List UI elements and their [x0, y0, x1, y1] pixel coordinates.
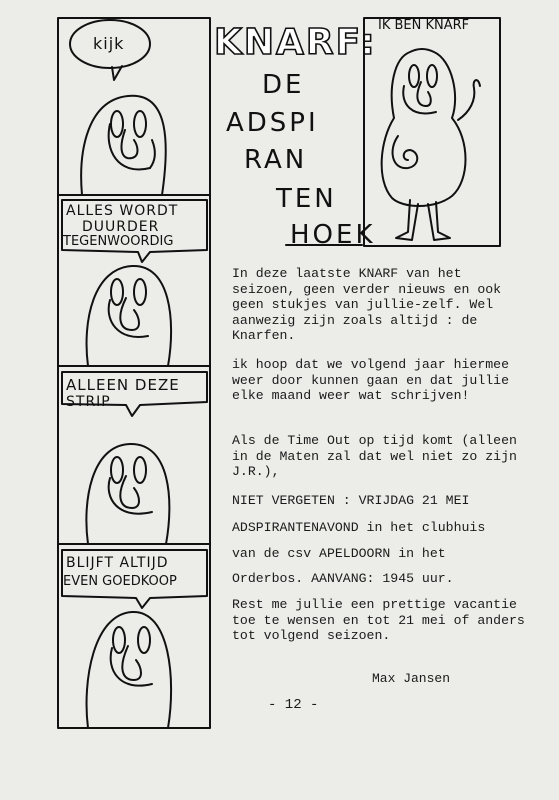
caption-line: TEGENWOORDIG [63, 234, 174, 249]
body-paragraph: In deze laatste KNARF van het seizoen, geen verder nieuws en ook geen stukjes van jullie-zelf. Wel aanwezig zijn zoals altijd : de Knarfen. [232, 266, 502, 343]
title-line: DE [262, 70, 305, 100]
body-paragraph: NIET VERGETEN : VRIJDAG 21 MEI [232, 493, 470, 508]
knarf-figure-frame [364, 18, 500, 246]
face-panel-1 [81, 96, 166, 195]
title-line: TEN [276, 184, 337, 214]
page-title: KNARF: [214, 22, 377, 63]
body-paragraph: Als de Time Out op tijd komt (alleen in de Maten zal dat wel niet zo zijn J.R.), [232, 433, 517, 479]
body-paragraph: ik hoop dat we volgend jaar hiermee weer door kunnen gaan en dat jullie elke maand weer wat schrijven! [232, 357, 509, 403]
page-number: - 12 - [268, 697, 319, 713]
caption-line: BLIJFT ALTIJD [66, 555, 169, 571]
caption-line: STRIP [66, 394, 111, 410]
body-paragraph: ADSPIRANTENAVOND in het clubhuis [232, 520, 486, 535]
face-panel-2 [87, 266, 172, 366]
knarf-speech: IK BEN KNARF [378, 18, 470, 33]
body-paragraph: Orderbos. AANVANG: 1945 uur. [232, 571, 454, 586]
knarf-figure [382, 49, 480, 240]
title-line: ADSPI [226, 108, 319, 138]
caption-line: EVEN GOEDKOOP [63, 574, 177, 589]
face-panel-3 [86, 444, 169, 544]
caption-line: ALLES WORDT [66, 203, 179, 219]
caption-line: DUURDER [82, 219, 160, 235]
face-panel-4 [87, 612, 172, 728]
title-line: RAN [244, 145, 308, 175]
body-paragraph: van de csv APELDOORN in het [232, 546, 446, 561]
caption-line: ALLEEN DEZE [66, 376, 180, 394]
signature: Max Jansen [372, 671, 451, 686]
title-line: HOEK [290, 220, 376, 250]
speech-bubble-text: kijk [93, 34, 125, 53]
body-paragraph: Rest me jullie een prettige vacantie toe te wensen en tot 21 mei of anders tot volgend seizoen. [232, 597, 525, 643]
